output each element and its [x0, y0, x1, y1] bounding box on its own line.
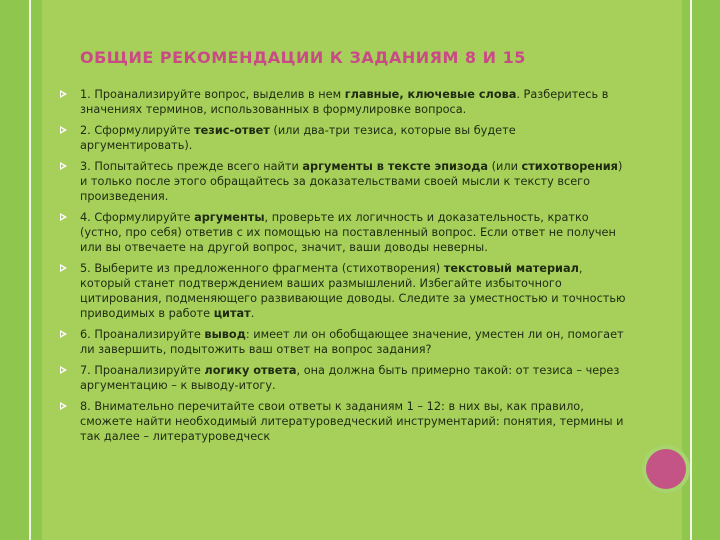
list-item: 6. Проанализируйте вывод: имеет ли он обобщающее значение, уместен ли он, помогает ли завершить, подытожить ваш ответ на вопрос задания?: [60, 327, 630, 357]
bullet-arrow-icon: [60, 90, 67, 98]
list-item: 7. Проанализируйте логику ответа, она должна быть примерно такой: от тезиса – через аргументацию – к выводу-итогу.: [60, 363, 630, 393]
bullet-arrow-icon: [60, 366, 67, 374]
bullet-arrow-icon: [60, 213, 67, 221]
list-item: 3. Попытайтесь прежде всего найти аргументы в тексте эпизода (или стихотворения) и только после этого обращайтесь за доказательствами своей мысли к тексту всего произведения.: [60, 159, 630, 204]
bullet-arrow-icon: [60, 162, 67, 170]
bullet-arrow-icon: [60, 330, 67, 338]
list-item: 2. Сформулируйте тезис-ответ (или два-три тезиса, которые вы будете аргументировать).: [60, 123, 630, 153]
decorative-circle: [646, 449, 686, 489]
list-item: 5. Выберите из предложенного фрагмента (стихотворения) текстовый материал, который станет подтверждением ваших размышлений. Избегайте избыточного цитирования, подменяющего развивающие доводы. Следите за уместностью и точностью приводимых в работе цитат.: [60, 261, 630, 321]
list-item: 8. Внимательно перечитайте свои ответы к заданиям 1 – 12: в них вы, как правило, сможете найти необходимый литературоведческий инструментарий: понятия, термины и так далее – литературоведческ: [60, 399, 630, 444]
bullet-arrow-icon: [60, 126, 67, 134]
slide-title: ОБЩИЕ РЕКОМЕНДАЦИИ К ЗАДАНИЯМ 8 И 15: [80, 48, 526, 67]
bullet-arrow-icon: [60, 264, 67, 272]
frame-left-line: [29, 0, 31, 540]
bullet-arrow-icon: [60, 402, 67, 410]
frame-right-line: [690, 0, 692, 540]
list-item: 4. Сформулируйте аргументы, проверьте их логичность и доказательность, кратко (устно, про себя) ответив с их помощью на поставленный вопрос. Если ответ не получен или вы отвечаете на другой вопрос, значит, ваши доводы неверны.: [60, 210, 630, 255]
list-item: 1. Проанализируйте вопрос, выделив в нем главные, ключевые слова. Разберитесь в значениях терминов, использованных в формулировке вопроса.: [60, 87, 630, 117]
recommendations-list: [60, 87, 630, 450]
